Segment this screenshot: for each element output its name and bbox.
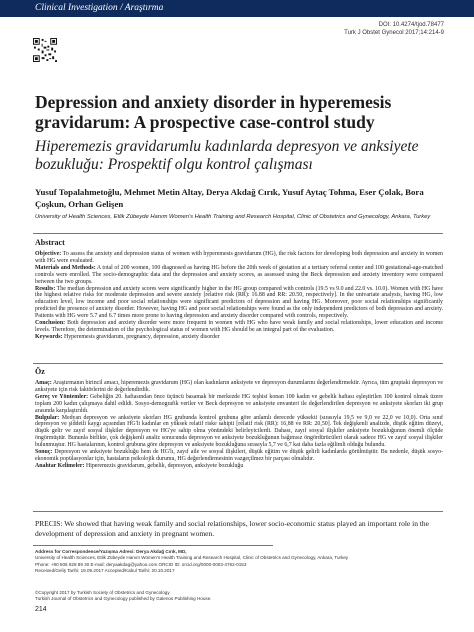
article-title-turkish: Hiperemezis gravidarumlu kadınlarda depresyon ve anksiyete bozukluğu: Prospektif olgu kontrol çalışması [35,138,419,173]
copyright-line: Turkish Journal of Obstetrics and Gynecology published by Galenos Publishing House. [35,596,212,602]
page-number: 214 [35,606,47,613]
bulgular-text: Medyan depresyon ve anksiyete skorları HG grubunda kontrol grubuna göre anlamlı derecede yüksekti (sırasıyla 19,5 ve 9,0 ve 22,0 ve 10,0). Orta sınıf depresyon ve şiddetli kaygı açısından HG'li kadınlar en yüksek relatif riske sahipti [relatif risk (RR): 16,88 ve RR: 20,50]. Tek değişkenli analizde, düşük eğitim düzeyi, düşük gelir ve zayıf sosyal ilişkiler depresyon ve HG'ye sahip olma yönündeki belirleyicilerdi. Dahası, zayıf sosyal ilişkiler anksiyete bozukluğunun önemli ölçüde öngörmüştür. Bununla birlikte, çok değişkenli analiz sonucunda depresyon ve anksiyete bozukluğunun bağımsız öngördürücüleri olarak sadece HG ve zayıf sosyal ilişkiler bulunmuştur. HG hastalarının, kontrol grubuna göre depresyon ve anksiyete bozukluğuna sırasıyla 5,7 ve 6,7 kat daha fazla eğilimli olduğu bulundu. [35,414,443,449]
bulgular-label: Bulgular: [35,414,60,421]
abstract-heading: Abstract [35,238,65,247]
oz-heading: Öz [35,367,45,376]
precis [35,519,443,538]
qr-code-icon [33,38,57,62]
results-label: Results: [35,285,56,292]
copyright-block [35,590,443,603]
gerec-label: Gereç ve Yöntemler: [35,393,89,400]
author-list: Yusuf Topalahmetoğlu, Mehmet Metin Altay, Derya Akdağ Cırık, Yusuf Aytaç Tohma, Eser Çolak, Bora Çoşkun, Orhan Gelişen [35,187,424,209]
correspondence-line: Address for Correspondence/Yazışma Adresi: Derya Akdağ Cırık, MD, [35,549,187,554]
amac-text: Araştırmanın birincil amacı, hiperemezis gravidarum (HG) olan kadınların anksiyete ve depresyon durumlarını değerlendirmektir. Ayrıca, tüm gruptaki depresyon ve anksiyete için risk faktörlerini de değerlendirdik. [35,380,443,393]
divider [33,511,443,512]
correspondence-line: Received/Geliş Tarihi: 19.09.2017 Accepted/Kabul Tarihi: 20.10.2017 [35,567,175,573]
anahtar-text: Hiperemezis gravidarum, gebelik, depresyon, anksiyete bozukluğu [85,462,244,469]
oz-body [35,380,443,470]
anahtar-label: Anahtar Kelimeler: [35,462,85,469]
precis-text: We showed that having weak family and social relationships, lower socio-economic status played an important role in the development of depression and anxiety in pregnant women. [35,519,429,538]
article-title: Depression and anxiety disorder in hyperemesis gravidarum: A prospective case-control study [35,92,392,132]
precis-label: PRECIS: [35,519,63,528]
methods-label: Materials and Methods: [35,264,96,271]
divider [33,363,443,364]
objective-text: To assess the anxiety and depression status of women with hyperemesis gravidarum (HG), the risk factors for developing both depression and anxiety in women with HG were evaluated. [35,251,443,264]
doi-block [344,21,444,37]
abstract-body [35,251,443,341]
doi-text: DOI: 10.4274/tjod.78477 [378,22,444,28]
sonuc-label: Sonuç: [35,449,53,456]
section-label: Clinical Investigation / Araştırma [35,3,164,13]
gerec-text: Gebeliğin 20. haftasından önce üçüncü basamak bir merkezde HG teşhisi konan 100 kadın ve gebelik haftası eşleştirilen 100 kontrol olmak üzere toplam 200 kadın çalışmaya dahil edildi. Sosyo-demografik veriler ve Beck depresyon ve anksiyete envanteri ile değerlendirilen depresyon ve anksiyete skorları iki grup arasında karşılaştırıldı. [35,393,444,414]
correspondence-line: Phone: +90 506 828 89 30 E-mail: deryaakdag@yahoo.com ORCID ID: orcid.org/0000-0003-4762-0153 [35,561,247,567]
keywords-label: Keywords: [35,333,63,340]
conclusion-label: Conclusion: [35,320,66,327]
amac-label: Amaç: [35,380,52,386]
copyright-line: ©Copyright 2017 by Turkish Society of Obstetrics and Gynecology [35,590,170,595]
affiliation: University of Health Sciences, Etlik Zübeyde Hanım Women's Health Training and Research Hospital, Clinic of Obstetrics and Gynecology, Ankara, Turkey [35,214,431,220]
correspondence-line: University of Health Sciences, Etlik Zübeyde Hanım Women's Health Training and Research Hospital, Clinic of Obstetrics and Gynecology, Ankara, Turkey [35,555,349,561]
keywords-text: Hyperemesis gravidarum, pregnancy, depression, anxiety disorder [63,333,220,340]
objective-label: Objective: [35,251,62,257]
results-text: The median depression and anxiety scores were significantly higher in the HG group compared with controls (19.5 vs 9.0 and 22.0 vs. 10.0). Women with HG have the highest relative risks for moderate depression and severe anxiety [relative risk (RR): 16.88 and RR: 20.50, respectively]. In the univariate analysis, having HG, low education level, low income and poor social relationships were significant predictors of depression and having HG. Moreover, poor social relationships significantly predicted the presence of anxiety disorder. However, having HG and poor social relationships were found as the only independent predictors of both depression and anxiety. Patients with HG were 5.7 and 6.7 times more prone to having depression and anxiety disorder compared with controls, respectively. [35,285,443,320]
conclusion-text: Both depression and anxiety disorder were more frequent in women with HG who have weak family and social relationships, lower education and income levels. Therefore, the determination of the psychological status of women with HG should be an integral part of the evaluation. [35,320,443,333]
sonuc-text: Depresyon ve anksiyete bozukluğu hem de HG'lı, zayıf aile ve sosyal ilişkileri, düşük eğitim ve düşük gelirli kadınlarda görülmüştür. Bu nedenle, düşük sosyo-ekonomik popülasyonlar için, hastaların psikolojik durumu, HG değerlendirmesinin vazgeçilmez bir parçası olmalıdır. [35,449,443,462]
section-header-bar [0,0,474,17]
correspondence-block [35,549,443,574]
divider [33,233,443,234]
divider [33,545,273,546]
methods-text: A total of 200 women, 100 diagnosed as having HG before the 20th week of gestation at a tertiary referral center and 100 gestational-age-matched controls were enrolled. The socio-demographic data and the depression and anxiety scores, as assessed using the Beck depression and anxiety inventory were compared between the two groups. [35,264,443,285]
journal-citation: Turk J Obstet Gynecol 2017;14:214-9 [344,30,444,36]
